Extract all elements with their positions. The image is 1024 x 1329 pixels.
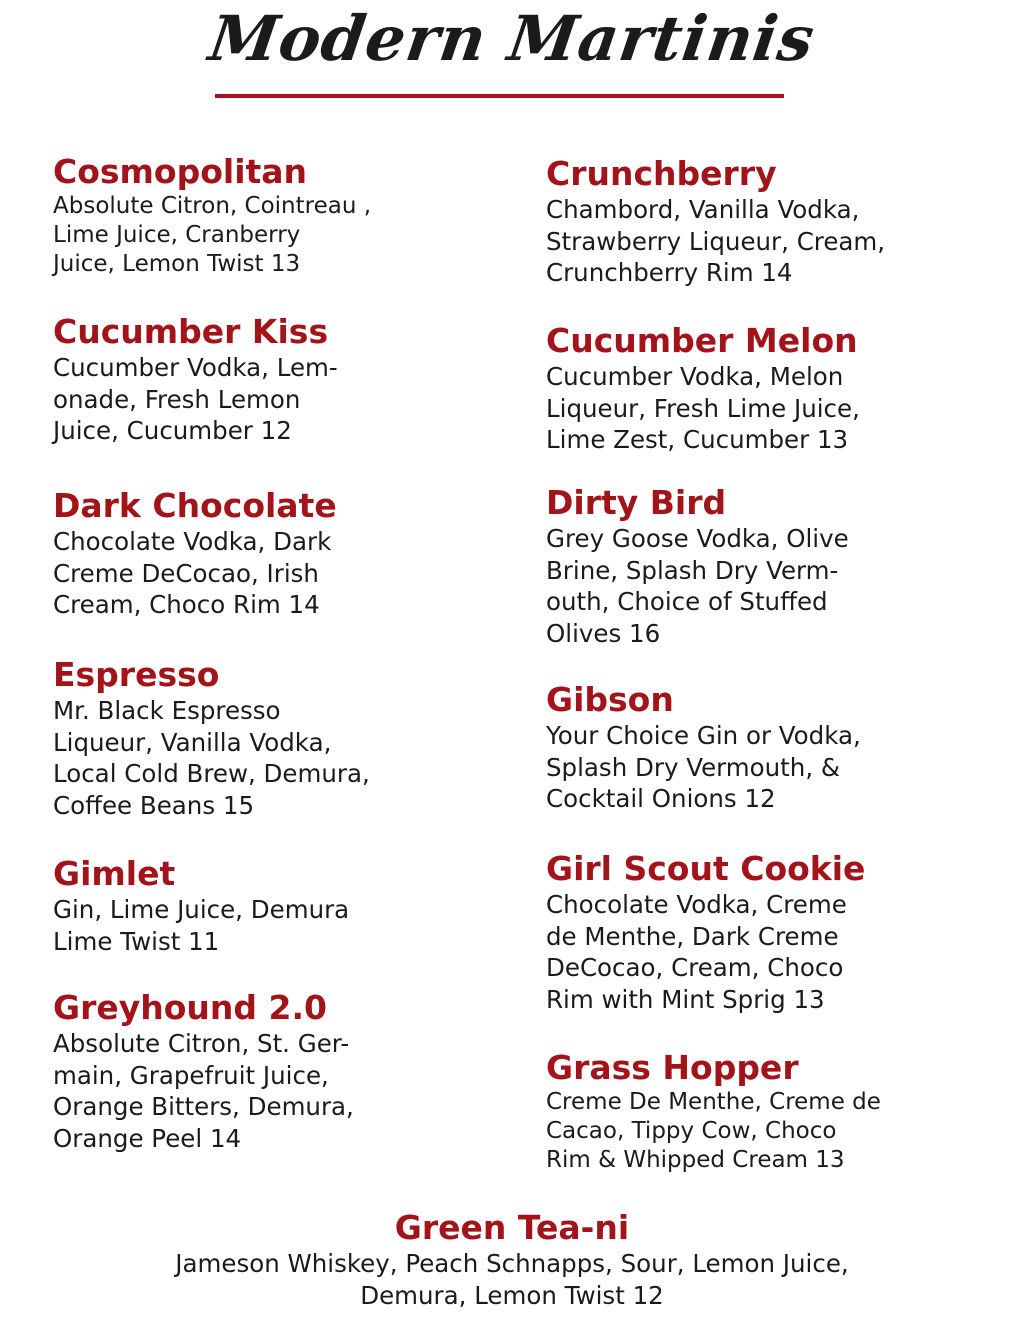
menu-item-dark-chocolate	[53, 486, 483, 621]
item-description: Absolute Citron, St. Ger- main, Grapefruit Juice, Orange Bitters, Demura, Orange Peel 14	[53, 1029, 354, 1153]
item-description: Your Choice Gin or Vodka, Splash Dry Vermouth, & Cocktail Onions 12	[546, 721, 861, 813]
item-name: Cucumber Melon	[546, 321, 858, 360]
item-name: Dirty Bird	[546, 483, 727, 522]
menu-item-gimlet	[53, 854, 483, 957]
item-name: Dark Chocolate	[53, 486, 337, 525]
item-name: Espresso	[53, 655, 220, 694]
menu-item-grass-hopper	[546, 1048, 986, 1175]
menu-item-cosmopolitan	[53, 152, 483, 279]
item-description: Creme De Menthe, Creme de Cacao, Tippy Cow, Choco Rim & Whipped Cream 13	[546, 1089, 881, 1173]
item-name: Greyhound 2.0	[53, 988, 327, 1027]
item-description: Chocolate Vodka, Dark Creme DeCocao, Irish Cream, Choco Rim 14	[53, 527, 332, 619]
item-description: Grey Goose Vodka, Olive Brine, Splash Dry Verm- outh, Choice of Stuffed Olives 16	[546, 524, 849, 648]
featured-item-green-tea-ni	[0, 1208, 1024, 1311]
item-description: Gin, Lime Juice, Demura Lime Twist 11	[53, 895, 350, 956]
menu-item-crunchberry	[546, 154, 986, 289]
item-description: Cucumber Vodka, Melon Liqueur, Fresh Lime Juice, Lime Zest, Cucumber 13	[546, 362, 860, 454]
item-name: Girl Scout Cookie	[546, 849, 866, 888]
item-description: Jameson Whiskey, Peach Schnapps, Sour, Lemon Juice, Demura, Lemon Twist 12	[175, 1249, 849, 1310]
menu-item-espresso	[53, 655, 483, 821]
menu-item-dirty-bird	[546, 483, 986, 649]
menu-item-girl-scout-cookie	[546, 849, 986, 1015]
item-description: Chambord, Vanilla Vodka, Strawberry Liqueur, Cream, Crunchberry Rim 14	[546, 195, 886, 287]
item-name: Cucumber Kiss	[53, 312, 329, 351]
menu-item-greyhound	[53, 988, 483, 1154]
menu-item-cucumber-kiss	[53, 312, 483, 447]
item-description: Mr. Black Espresso Liqueur, Vanilla Vodka, Local Cold Brew, Demura, Coffee Beans 15	[53, 696, 370, 820]
item-name: Gibson	[546, 680, 674, 719]
item-description: Chocolate Vodka, Creme de Menthe, Dark Creme DeCocao, Cream, Choco Rim with Mint Sprig 13	[546, 890, 847, 1014]
item-name: Grass Hopper	[546, 1048, 799, 1087]
item-name: Crunchberry	[546, 154, 777, 193]
item-name: Cosmopolitan	[53, 152, 308, 191]
menu-item-gibson	[546, 680, 986, 815]
item-description: Cucumber Vodka, Lem- onade, Fresh Lemon Juice, Cucumber 12	[53, 353, 338, 445]
title-underline	[215, 94, 784, 98]
menu-title: Modern Martinis	[204, 2, 820, 75]
item-name: Green Tea-ni	[394, 1208, 630, 1247]
menu-item-cucumber-melon	[546, 321, 986, 456]
item-description: Absolute Citron, Cointreau , Lime Juice, Cranberry Juice, Lemon Twist 13	[53, 193, 372, 277]
item-name: Gimlet	[53, 854, 176, 893]
